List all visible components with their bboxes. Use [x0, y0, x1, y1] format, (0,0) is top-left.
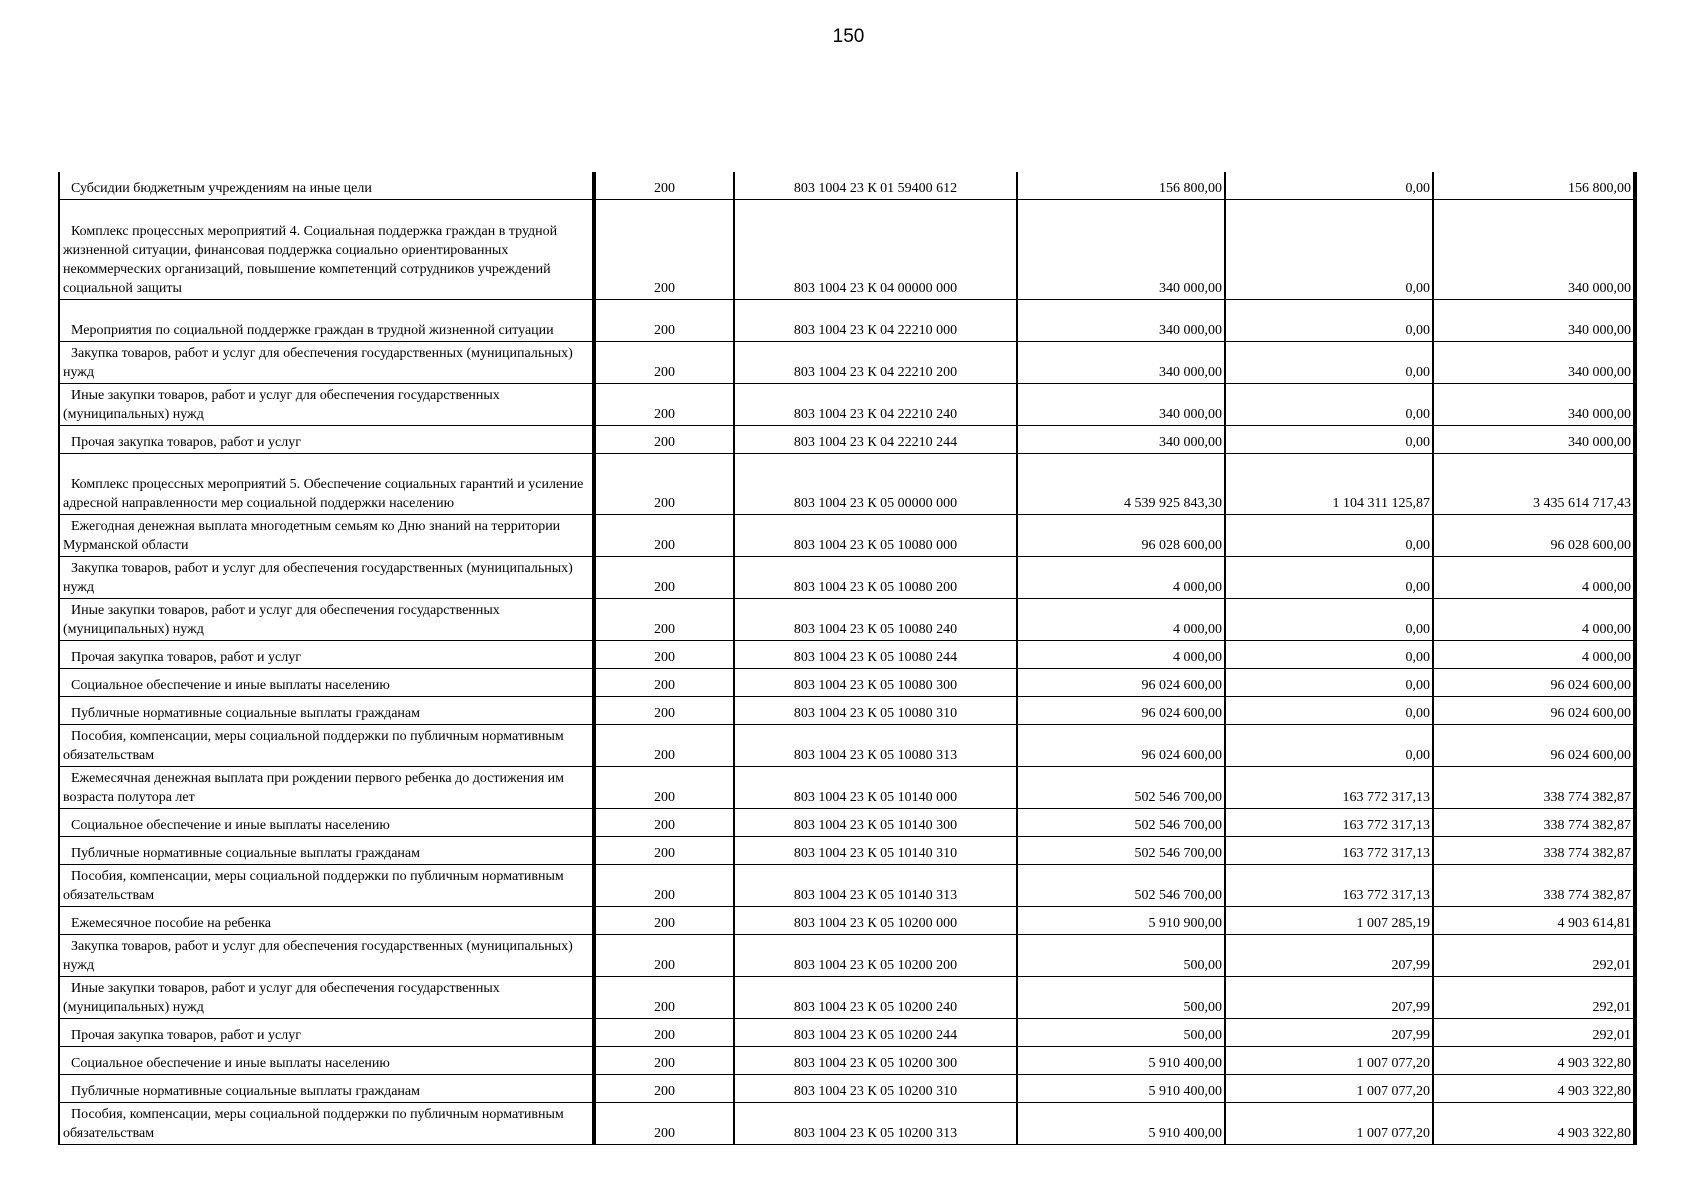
row-rest: 96 024 600,00: [1433, 669, 1635, 697]
row-kbk: 803 1004 23 К 04 00000 000: [734, 200, 1017, 300]
row-plan: 340 000,00: [1017, 426, 1225, 454]
row-done: 0,00: [1225, 426, 1433, 454]
table-row: [59, 342, 1635, 384]
row-kbk: 803 1004 23 К 05 10140 313: [734, 865, 1017, 907]
table-row: [59, 907, 1635, 935]
row-code: 200: [594, 641, 734, 669]
row-done: 0,00: [1225, 172, 1433, 200]
row-kbk: 803 1004 23 К 05 10140 300: [734, 809, 1017, 837]
table-row: [59, 1103, 1635, 1145]
row-done: 0,00: [1225, 342, 1433, 384]
table-row: [59, 515, 1635, 557]
row-rest: 338 774 382,87: [1433, 767, 1635, 809]
table-row: [59, 1019, 1635, 1047]
row-code: 200: [594, 837, 734, 865]
row-code: 200: [594, 725, 734, 767]
row-kbk: 803 1004 23 К 05 10080 000: [734, 515, 1017, 557]
row-code: 200: [594, 599, 734, 641]
row-code: 200: [594, 1103, 734, 1145]
row-plan: 156 800,00: [1017, 172, 1225, 200]
row-kbk: 803 1004 23 К 05 10080 200: [734, 557, 1017, 599]
table-row: [59, 935, 1635, 977]
row-code: 200: [594, 809, 734, 837]
row-plan: 502 546 700,00: [1017, 809, 1225, 837]
table-row: [59, 669, 1635, 697]
row-name: Пособия, компенсации, меры социальной поддержки по публичным нормативным обязательствам: [59, 1103, 594, 1145]
row-rest: 4 000,00: [1433, 557, 1635, 599]
row-kbk: 803 1004 23 К 05 10080 310: [734, 697, 1017, 725]
row-rest: 338 774 382,87: [1433, 837, 1635, 865]
row-done: 207,99: [1225, 1019, 1433, 1047]
row-kbk: 803 1004 23 К 05 10200 200: [734, 935, 1017, 977]
row-kbk: 803 1004 23 К 05 00000 000: [734, 454, 1017, 515]
table-row: [59, 725, 1635, 767]
row-done: 0,00: [1225, 669, 1433, 697]
row-plan: 502 546 700,00: [1017, 865, 1225, 907]
row-done: 0,00: [1225, 300, 1433, 342]
row-name: Прочая закупка товаров, работ и услуг: [59, 1019, 594, 1047]
row-code: 200: [594, 454, 734, 515]
row-plan: 5 910 900,00: [1017, 907, 1225, 935]
row-name: Комплекс процессных мероприятий 5. Обеспечение социальных гарантий и усиление адресной направленности мер социальной поддержки населению: [59, 454, 594, 515]
row-done: 1 007 077,20: [1225, 1047, 1433, 1075]
row-kbk: 803 1004 23 К 05 10200 300: [734, 1047, 1017, 1075]
row-code: 200: [594, 935, 734, 977]
row-name: Ежемесячная денежная выплата при рождении первого ребенка до достижения им возраста полутора лет: [59, 767, 594, 809]
table-row: [59, 426, 1635, 454]
table-row: [59, 641, 1635, 669]
row-done: 1 007 077,20: [1225, 1075, 1433, 1103]
table-row: [59, 865, 1635, 907]
row-done: 0,00: [1225, 641, 1433, 669]
row-plan: 96 024 600,00: [1017, 669, 1225, 697]
row-done: 163 772 317,13: [1225, 809, 1433, 837]
table-row: [59, 599, 1635, 641]
row-done: 1 007 285,19: [1225, 907, 1433, 935]
row-rest: 4 903 322,80: [1433, 1047, 1635, 1075]
row-name: Закупка товаров, работ и услуг для обеспечения государственных (муниципальных) нужд: [59, 935, 594, 977]
row-kbk: 803 1004 23 К 04 22210 000: [734, 300, 1017, 342]
table-row: [59, 384, 1635, 426]
row-kbk: 803 1004 23 К 05 10200 240: [734, 977, 1017, 1019]
row-code: 200: [594, 384, 734, 426]
row-rest: 4 000,00: [1433, 641, 1635, 669]
row-code: 200: [594, 1019, 734, 1047]
row-rest: 338 774 382,87: [1433, 865, 1635, 907]
row-code: 200: [594, 342, 734, 384]
table-row: [59, 1047, 1635, 1075]
row-plan: 500,00: [1017, 1019, 1225, 1047]
row-code: 200: [594, 697, 734, 725]
row-rest: 340 000,00: [1433, 300, 1635, 342]
row-name: Ежемесячное пособие на ребенка: [59, 907, 594, 935]
row-kbk: 803 1004 23 К 05 10140 000: [734, 767, 1017, 809]
row-name: Публичные нормативные социальные выплаты гражданам: [59, 1075, 594, 1103]
row-plan: 502 546 700,00: [1017, 767, 1225, 809]
row-rest: 292,01: [1433, 977, 1635, 1019]
row-plan: 96 028 600,00: [1017, 515, 1225, 557]
row-kbk: 803 1004 23 К 04 22210 240: [734, 384, 1017, 426]
row-rest: 4 903 322,80: [1433, 1075, 1635, 1103]
row-rest: 340 000,00: [1433, 384, 1635, 426]
row-kbk: 803 1004 23 К 05 10080 300: [734, 669, 1017, 697]
row-done: 163 772 317,13: [1225, 767, 1433, 809]
row-code: 200: [594, 200, 734, 300]
row-rest: 4 000,00: [1433, 599, 1635, 641]
row-plan: 500,00: [1017, 977, 1225, 1019]
row-code: 200: [594, 300, 734, 342]
row-done: 0,00: [1225, 725, 1433, 767]
row-plan: 4 000,00: [1017, 557, 1225, 599]
row-kbk: 803 1004 23 К 05 10200 244: [734, 1019, 1017, 1047]
row-code: 200: [594, 1075, 734, 1103]
row-plan: 5 910 400,00: [1017, 1075, 1225, 1103]
row-plan: 500,00: [1017, 935, 1225, 977]
row-done: 1 007 077,20: [1225, 1103, 1433, 1145]
row-done: 0,00: [1225, 200, 1433, 300]
row-name: Социальное обеспечение и иные выплаты населению: [59, 809, 594, 837]
table-row: [59, 697, 1635, 725]
row-name: Социальное обеспечение и иные выплаты населению: [59, 1047, 594, 1075]
row-done: 0,00: [1225, 515, 1433, 557]
row-done: 0,00: [1225, 384, 1433, 426]
row-plan: 96 024 600,00: [1017, 725, 1225, 767]
row-rest: 4 903 322,80: [1433, 1103, 1635, 1145]
row-plan: 4 000,00: [1017, 641, 1225, 669]
row-plan: 340 000,00: [1017, 342, 1225, 384]
row-rest: 96 024 600,00: [1433, 725, 1635, 767]
page-number: 150: [832, 26, 865, 47]
row-name: Субсидии бюджетным учреждениям на иные цели: [59, 172, 594, 200]
row-name: Публичные нормативные социальные выплаты гражданам: [59, 837, 594, 865]
row-name: Закупка товаров, работ и услуг для обеспечения государственных (муниципальных) нужд: [59, 342, 594, 384]
row-kbk: 803 1004 23 К 05 10080 244: [734, 641, 1017, 669]
row-kbk: 803 1004 23 К 05 10200 310: [734, 1075, 1017, 1103]
row-plan: 5 910 400,00: [1017, 1047, 1225, 1075]
table-row: [59, 809, 1635, 837]
row-rest: 340 000,00: [1433, 200, 1635, 300]
table-row: [59, 1075, 1635, 1103]
row-done: 0,00: [1225, 697, 1433, 725]
table-row: [59, 767, 1635, 809]
table-row: [59, 200, 1635, 300]
row-name: Прочая закупка товаров, работ и услуг: [59, 426, 594, 454]
row-done: 163 772 317,13: [1225, 865, 1433, 907]
row-plan: 340 000,00: [1017, 300, 1225, 342]
table-row: [59, 172, 1635, 200]
row-name: Пособия, компенсации, меры социальной поддержки по публичным нормативным обязательствам: [59, 865, 594, 907]
row-kbk: 803 1004 23 К 05 10080 240: [734, 599, 1017, 641]
row-done: 0,00: [1225, 599, 1433, 641]
row-plan: 4 000,00: [1017, 599, 1225, 641]
row-name: Пособия, компенсации, меры социальной поддержки по публичным нормативным обязательствам: [59, 725, 594, 767]
row-plan: 502 546 700,00: [1017, 837, 1225, 865]
row-rest: 338 774 382,87: [1433, 809, 1635, 837]
row-code: 200: [594, 172, 734, 200]
row-kbk: 803 1004 23 К 04 22210 244: [734, 426, 1017, 454]
row-name: Социальное обеспечение и иные выплаты населению: [59, 669, 594, 697]
row-name: Иные закупки товаров, работ и услуг для обеспечения государственных (муниципальных) нужд: [59, 599, 594, 641]
row-rest: 96 028 600,00: [1433, 515, 1635, 557]
row-kbk: 803 1004 23 К 05 10200 000: [734, 907, 1017, 935]
row-name: Закупка товаров, работ и услуг для обеспечения государственных (муниципальных) нужд: [59, 557, 594, 599]
row-plan: 96 024 600,00: [1017, 697, 1225, 725]
row-code: 200: [594, 767, 734, 809]
row-name: Иные закупки товаров, работ и услуг для обеспечения государственных (муниципальных) нужд: [59, 977, 594, 1019]
row-done: 207,99: [1225, 977, 1433, 1019]
row-code: 200: [594, 907, 734, 935]
row-rest: 96 024 600,00: [1433, 697, 1635, 725]
row-rest: 340 000,00: [1433, 426, 1635, 454]
row-plan: 5 910 400,00: [1017, 1103, 1225, 1145]
row-done: 207,99: [1225, 935, 1433, 977]
table-row: [59, 454, 1635, 515]
row-kbk: 803 1004 23 К 01 59400 612: [734, 172, 1017, 200]
row-kbk: 803 1004 23 К 04 22210 200: [734, 342, 1017, 384]
budget-table: [58, 172, 1637, 1145]
table-row: [59, 837, 1635, 865]
row-rest: 292,01: [1433, 935, 1635, 977]
row-name: Прочая закупка товаров, работ и услуг: [59, 641, 594, 669]
row-kbk: 803 1004 23 К 05 10140 310: [734, 837, 1017, 865]
row-name: Мероприятия по социальной поддержке граждан в трудной жизненной ситуации: [59, 300, 594, 342]
row-rest: 4 903 614,81: [1433, 907, 1635, 935]
row-done: 0,00: [1225, 557, 1433, 599]
row-kbk: 803 1004 23 К 05 10080 313: [734, 725, 1017, 767]
row-name: Ежегодная денежная выплата многодетным семьям ко Дню знаний на территории Мурманской области: [59, 515, 594, 557]
row-done: 1 104 311 125,87: [1225, 454, 1433, 515]
table-row: [59, 557, 1635, 599]
row-code: 200: [594, 669, 734, 697]
row-plan: 340 000,00: [1017, 200, 1225, 300]
row-rest: 292,01: [1433, 1019, 1635, 1047]
row-done: 163 772 317,13: [1225, 837, 1433, 865]
row-name: Комплекс процессных мероприятий 4. Социальная поддержка граждан в трудной жизненной ситуации, финансовая поддержка социально ориентированных некоммерческих организаций, повышение компетенций сотрудников учреждений социальной защиты: [59, 200, 594, 300]
row-code: 200: [594, 557, 734, 599]
row-rest: 3 435 614 717,43: [1433, 454, 1635, 515]
row-rest: 156 800,00: [1433, 172, 1635, 200]
row-kbk: 803 1004 23 К 05 10200 313: [734, 1103, 1017, 1145]
row-code: 200: [594, 426, 734, 454]
table-row: [59, 977, 1635, 1019]
row-code: 200: [594, 977, 734, 1019]
row-name: Иные закупки товаров, работ и услуг для обеспечения государственных (муниципальных) нужд: [59, 384, 594, 426]
row-code: 200: [594, 515, 734, 557]
row-rest: 340 000,00: [1433, 342, 1635, 384]
row-plan: 4 539 925 843,30: [1017, 454, 1225, 515]
table-row: [59, 300, 1635, 342]
row-code: 200: [594, 1047, 734, 1075]
row-name: Публичные нормативные социальные выплаты гражданам: [59, 697, 594, 725]
row-code: 200: [594, 865, 734, 907]
row-plan: 340 000,00: [1017, 384, 1225, 426]
